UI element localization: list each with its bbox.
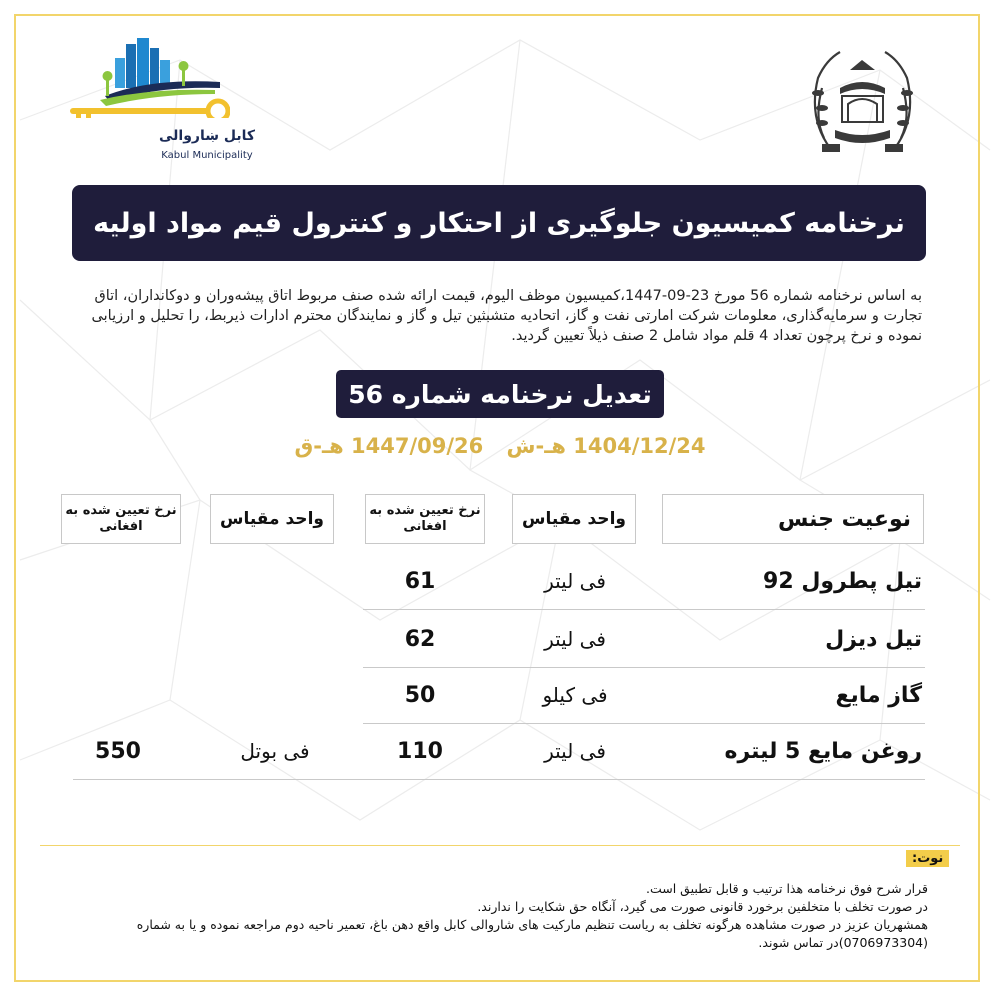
note-line: همشهریان عزیز در صورت مشاهده هرگونه تخلف به ریاست تنظیم مارکیت های شاروالی کابل واقع دهن باغ، تعمیر ناحیه دوم مراجعه نموده و یا به شماره (0706973304)در تماس شوند.: [136, 917, 928, 950]
item-rate-1: 50: [404, 682, 436, 708]
item-unit-1: فی لیتر: [544, 739, 606, 763]
kabul-municipality-logo: [70, 38, 256, 168]
item-unit-2: [200, 666, 350, 724]
date-lunar: 1447/09/26 هـ-ق: [294, 434, 484, 458]
footer-divider: [40, 845, 960, 846]
item-name: گاز مایع: [835, 682, 922, 708]
item-unit-2: فی بوتل: [240, 739, 310, 763]
item-unit-2: [200, 610, 350, 668]
logo-subtitle: Kabul Municipality: [161, 150, 253, 161]
header-unit-1: واحد مقیاس: [512, 494, 636, 544]
title-banner: [72, 185, 926, 261]
item-rate-2: 550: [95, 738, 141, 764]
item-rate-2: [78, 610, 158, 668]
item-rate-1: 61: [404, 568, 436, 594]
page-title: نرخنامه کمیسیون جلوگیری از احتکار و کنترول قیم مواد اولیه: [93, 207, 905, 239]
note-line: قرار شرح فوق نرخنامه هذا ترتیب و قابل تطبیق است.: [646, 881, 928, 896]
item-rate-1: 110: [397, 738, 443, 764]
national-emblem-icon: [800, 38, 925, 163]
note-line: در صورت تخلف با متخلفین برخورد قانونی صورت می گیرد، آنگاه حق شکایت را ندارند.: [477, 899, 928, 914]
table-row: [0, 552, 1000, 610]
table-row: [0, 610, 1000, 668]
item-unit-1: فی لیتر: [544, 569, 606, 593]
header-unit-2: واحد مقیاس: [210, 494, 334, 544]
item-rate-1: 62: [404, 626, 436, 652]
date-solar: 1404/12/24 هـ-ش: [506, 434, 706, 458]
item-name: تیل پطرول 92: [763, 568, 922, 594]
subtitle: تعدیل نرخنامه شماره 56: [348, 379, 652, 409]
note-label: نوت:: [906, 850, 949, 867]
item-unit-1: فی کیلو: [542, 683, 608, 707]
dates: [250, 434, 750, 458]
item-name: روغن مایع 5 لیتره: [724, 738, 922, 764]
item-unit-1: فی لیتر: [544, 627, 606, 651]
logo-name: کابل ښاروالی: [158, 128, 256, 144]
item-rate-2: [78, 552, 158, 610]
item-rate-2: [78, 666, 158, 724]
table-row: [0, 666, 1000, 724]
row-divider: [73, 779, 925, 780]
header-goods: نوعیت جنس: [662, 494, 924, 544]
table-row: [0, 722, 1000, 780]
header-rate-2: نرخ تعیین شده به افغانی: [61, 494, 181, 544]
notes: [70, 880, 928, 952]
header-rate-1: نرخ تعیین شده به افغانی: [365, 494, 485, 544]
intro-paragraph: به اساس نرخنامه شماره 56 مورخ 23-09-1447،کمیسیون موظف الیوم، قیمت ارائه شده صنف مربوط اتاق پیشه‌وران و دوکانداران، اتاق تجارت و سرمایه‌گذاری، معلومات شرکت امارتی نفت و گاز، اتحادیه متشبثین تیل و گاز و نمایندگان محترم ادارات ذیربط، را تحلیل و ارزیابی نموده و نرخ پرچون تعداد 4 قلم مواد شامل 2 صنف ذیلاً تعیین گردید.: [91, 288, 922, 344]
item-unit-2: [200, 552, 350, 610]
item-name: تیل دیزل: [825, 626, 922, 652]
subtitle-banner: [336, 370, 664, 418]
